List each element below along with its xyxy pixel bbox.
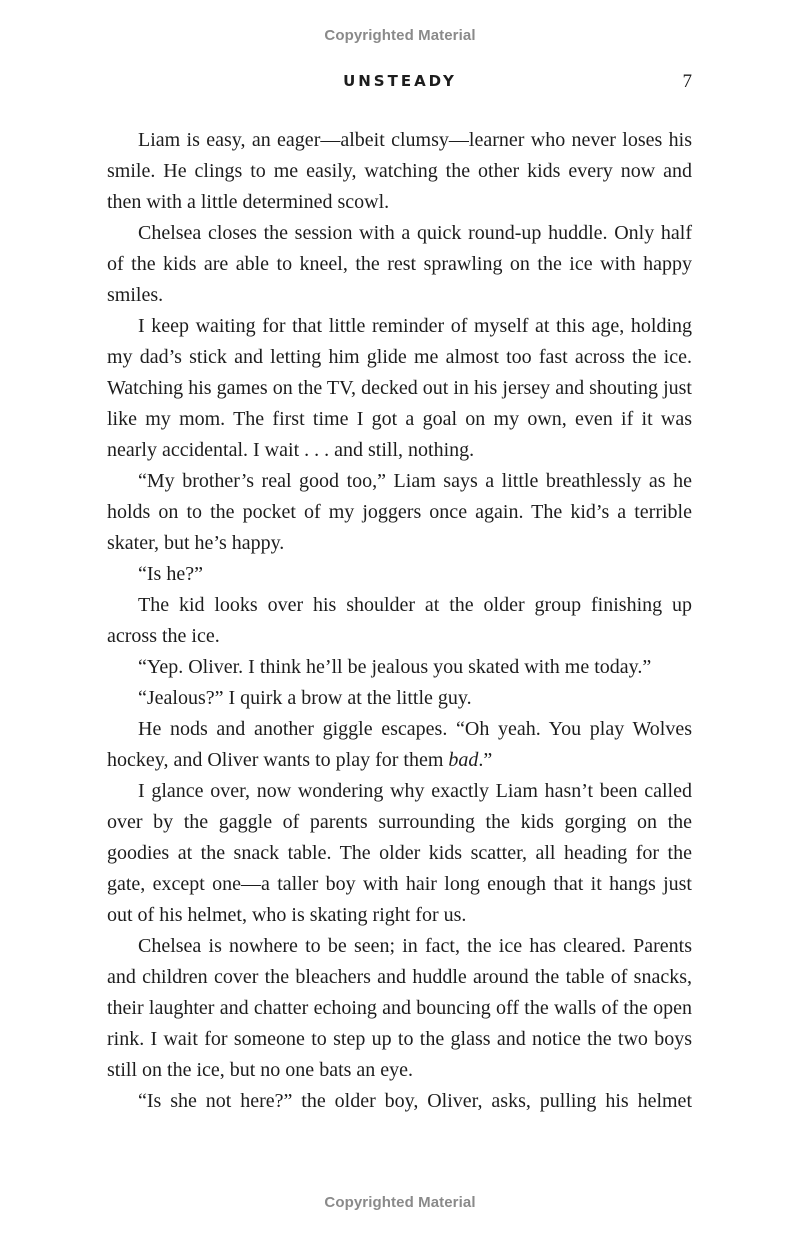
- paragraph-text: He nods and another giggle escapes. “Oh yeah. You play Wolves hockey, and Oliver wants to play for them: [107, 718, 692, 771]
- paragraph: “Is she not here?” the older boy, Oliver, asks, pulling his helmet: [138, 1090, 692, 1112]
- page-number: 7: [682, 71, 692, 92]
- italic-emphasis: bad: [448, 749, 479, 771]
- paragraph: Chelsea closes the session with a quick round-up huddle. Only half of the kids are able to kneel, the rest sprawling on the ice with happy smiles.: [107, 222, 692, 306]
- copyright-watermark-bottom: Copyrighted Material: [324, 1194, 476, 1211]
- paragraph: [107, 714, 692, 776]
- paragraph: The kid looks over his shoulder at the older group finishing up across the ice.: [107, 594, 692, 647]
- paragraph: “Yep. Oliver. I think he’ll be jealous you skated with me today.”: [138, 656, 652, 678]
- paragraph: I keep waiting for that little reminder of myself at this age, holding my dad’s stick and letting him glide me almost too fast across the ice. Watching his games on the TV, decked out in his jersey and shouting just like my mom. The first time I got a goal on my own, even if it was nearly accidental. I wait . . . and still, nothing.: [107, 315, 692, 461]
- paragraph: I glance over, now wondering why exactly Liam hasn’t been called over by the gaggle of parents surrounding the kids gorging on the goodies at the snack table. The older kids scatter, all heading for the gate, except one—a taller boy with hair long enough that it hangs just out of his helmet, who is skating right for us.: [107, 780, 692, 926]
- copyright-watermark-top: Copyrighted Material: [324, 27, 476, 44]
- running-head: UNSTEADY: [343, 72, 457, 90]
- paragraph: “Jealous?” I quirk a brow at the little guy.: [138, 687, 472, 709]
- paragraph: “My brother’s real good too,” Liam says a little breathlessly as he holds on to the pocket of my joggers once again. The kid’s a terrible skater, but he’s happy.: [107, 470, 692, 554]
- paragraph-text: .”: [478, 749, 493, 771]
- paragraph: Chelsea is nowhere to be seen; in fact, the ice has cleared. Parents and children cover the bleachers and huddle around the table of snacks, their laughter and chatter echoing and bouncing off the walls of the open rink. I wait for someone to step up to the glass and notice the two boys still on the ice, but no one bats an eye.: [107, 935, 692, 1081]
- body-text: [107, 125, 692, 1117]
- paragraph: “Is he?”: [138, 563, 203, 585]
- paragraph: Liam is easy, an eager—albeit clumsy—learner who never loses his smile. He clings to me easily, watching the other kids every now and then with a little determined scowl.: [107, 129, 692, 213]
